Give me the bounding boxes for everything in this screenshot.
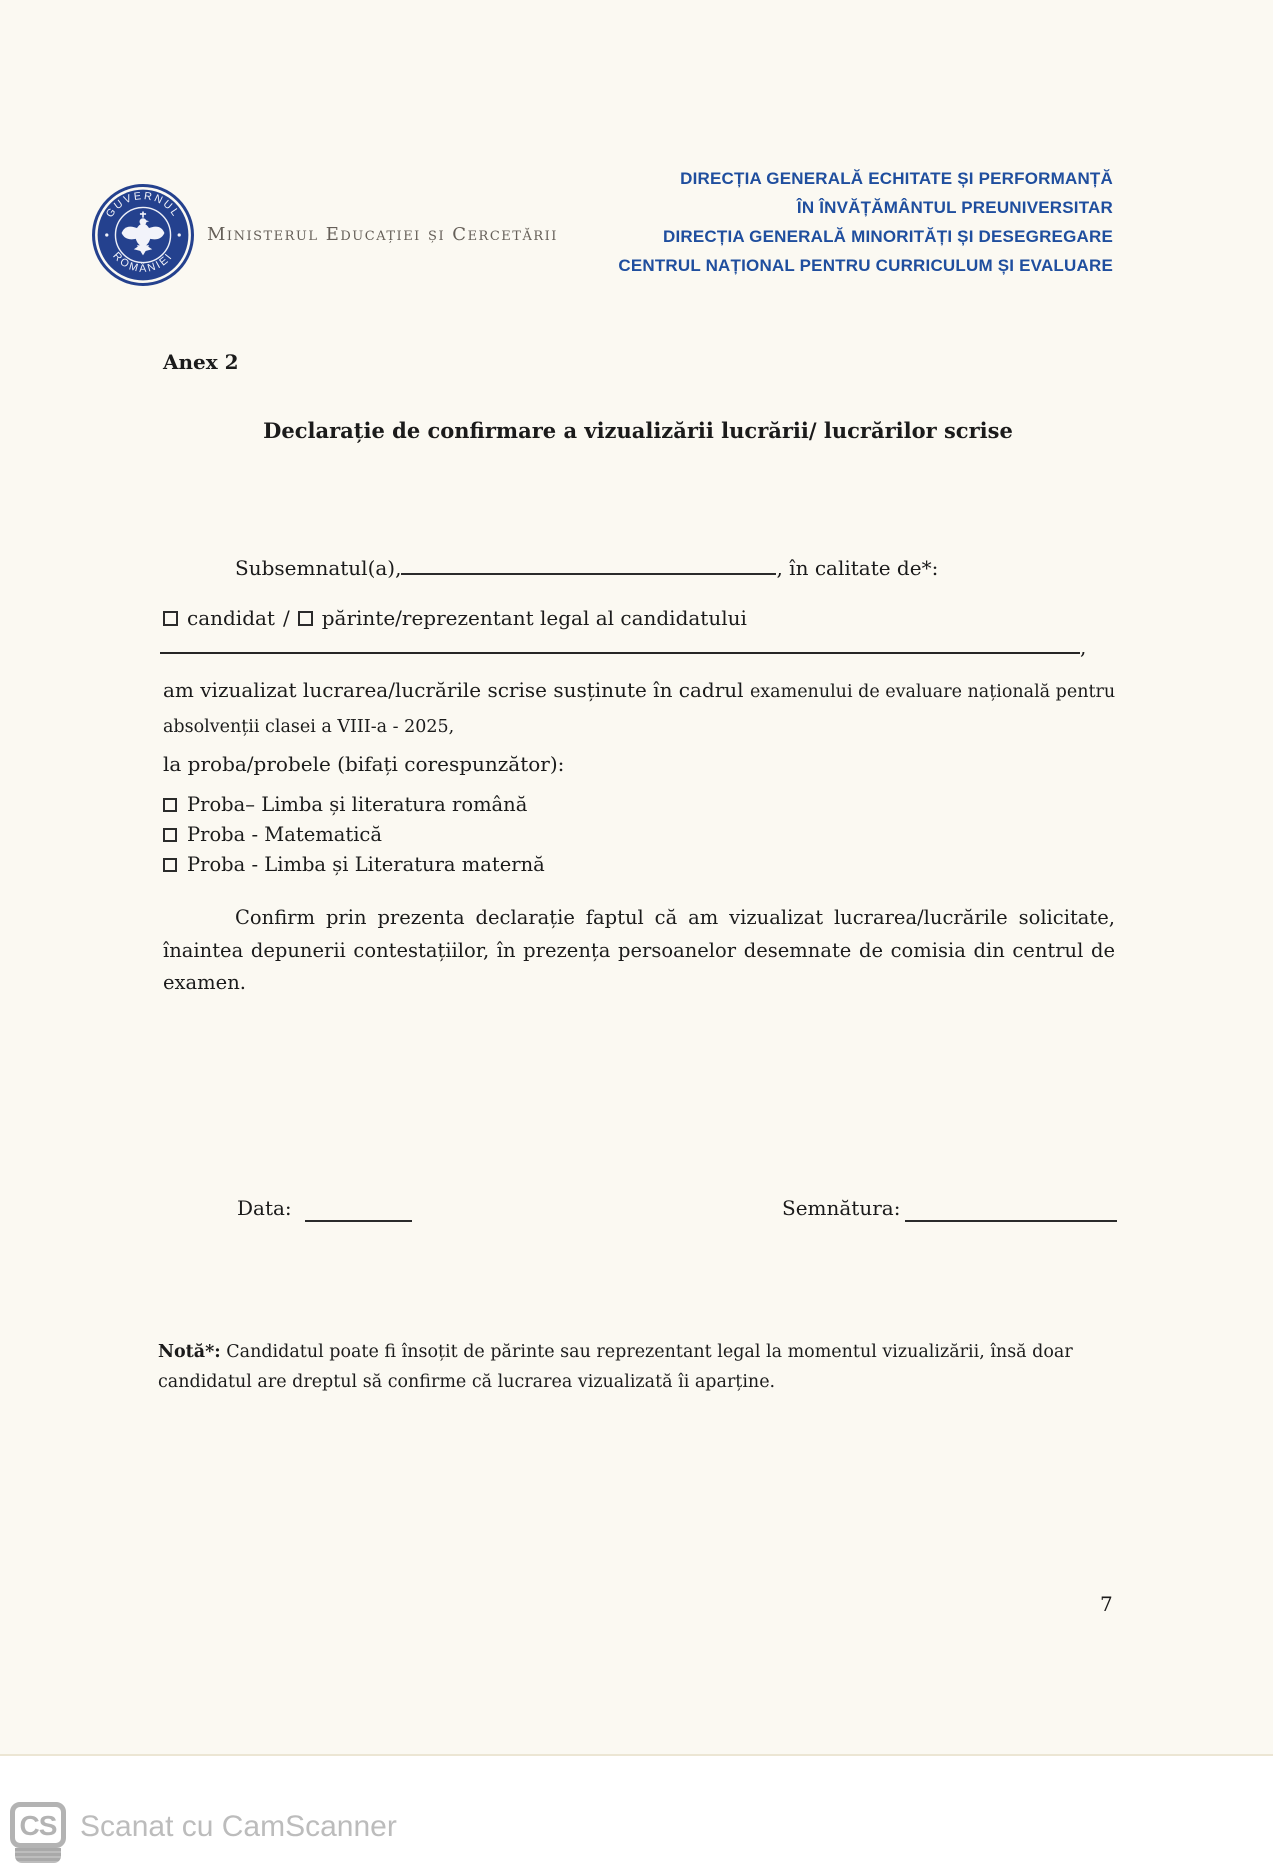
footnote-label: Notă*: bbox=[158, 1342, 221, 1362]
department-line: CENTRUL NAȚIONAL PENTRU CURRICULUM ȘI EVALUARE bbox=[618, 256, 1113, 275]
department-line: DIRECȚIA GENERALĂ ECHITATE ȘI PERFORMANȚĂ bbox=[680, 169, 1113, 188]
name-blank-field bbox=[401, 573, 776, 575]
blank-line bbox=[160, 630, 1080, 654]
page-title: Declarație de confirmare a vizualizării lucrării/ lucrărilor scrise bbox=[263, 418, 1013, 443]
government-seal bbox=[92, 184, 194, 286]
probe-label: Proba– Limba și literatura română bbox=[187, 793, 528, 816]
checkbox-romana-icon bbox=[163, 798, 177, 812]
cs-logo-text: CS bbox=[10, 1802, 66, 1848]
checkbox-materna-icon bbox=[163, 858, 177, 872]
statement-part1: am vizualizat lucrarea/lucrările scrise susținute în cadrul bbox=[163, 678, 750, 702]
footnote-text: Candidatul poate fi însoțit de părinte sau reprezentant legal la momentul vizualizării, însă doar candidatul are dreptul să confirme că lucrarea vizualizată îi aparține. bbox=[158, 1342, 1073, 1392]
annex-label: Anex 2 bbox=[163, 350, 239, 374]
probe-label: Proba - Matematică bbox=[187, 823, 382, 846]
footnote bbox=[158, 1337, 1120, 1397]
intro-prefix: Subsemnatul(a), bbox=[235, 556, 402, 580]
signature-label: Semnătura: bbox=[782, 1196, 901, 1220]
seal-bottom-text: ROMÂNIEI bbox=[110, 249, 176, 275]
probe-checklist bbox=[163, 790, 545, 880]
role-option-parinte: părinte/reprezentant legal al candidatului bbox=[321, 606, 747, 630]
ministry-name: Ministerul Educației și Cercetării bbox=[207, 224, 558, 245]
role-options-row bbox=[163, 606, 747, 630]
role-option-candidat: candidat bbox=[187, 606, 275, 630]
role-separator: / bbox=[282, 606, 290, 630]
statement-part2: examenului de evaluare națională pentru absolvenții clasei a VIII-a - 2025, bbox=[163, 682, 1116, 737]
intro-line bbox=[235, 556, 938, 580]
statement-paragraph bbox=[163, 674, 1121, 744]
department-header bbox=[618, 164, 1113, 280]
date-label: Data: bbox=[237, 1196, 292, 1220]
camscanner-watermark: Scanat cu CamScanner bbox=[80, 1810, 397, 1843]
department-line: DIRECȚIA GENERALĂ MINORITĂȚI ȘI DESEGREGARE bbox=[663, 227, 1113, 246]
probe-item bbox=[163, 850, 545, 880]
probe-label: Proba - Limba și Literatura maternă bbox=[187, 853, 545, 876]
page-number: 7 bbox=[1100, 1592, 1113, 1616]
checkbox-candidat-icon bbox=[163, 611, 178, 626]
seal-top-text: GUVERNUL bbox=[103, 190, 183, 220]
role-blank-line bbox=[160, 630, 1098, 659]
intro-suffix: , în calitate de*: bbox=[776, 556, 939, 580]
camscanner-logo-icon bbox=[10, 1802, 68, 1864]
probe-item bbox=[163, 820, 545, 850]
date-blank-field bbox=[305, 1196, 412, 1222]
checklist-intro: la proba/probele (bifați corespunzător): bbox=[163, 752, 565, 776]
confirmation-paragraph: Confirm prin prezenta declarație faptul că am vizualizat lucrarea/lucrările solicitate, înaintea depunerii contestațiilor, în prezența persoanelor desemnate de comisia din centrul de examen. bbox=[163, 906, 1115, 994]
department-line: ÎN ÎNVĂȚĂMÂNTUL PREUNIVERSITAR bbox=[796, 198, 1113, 217]
cs-logo-tab bbox=[15, 1848, 61, 1863]
checkbox-matematica-icon bbox=[163, 828, 177, 842]
trailing-comma: , bbox=[1080, 635, 1087, 659]
camscanner-footer bbox=[0, 1758, 1273, 1872]
checkbox-parinte-icon bbox=[298, 611, 313, 626]
probe-item bbox=[163, 790, 545, 820]
signature-blank-field bbox=[905, 1196, 1117, 1222]
